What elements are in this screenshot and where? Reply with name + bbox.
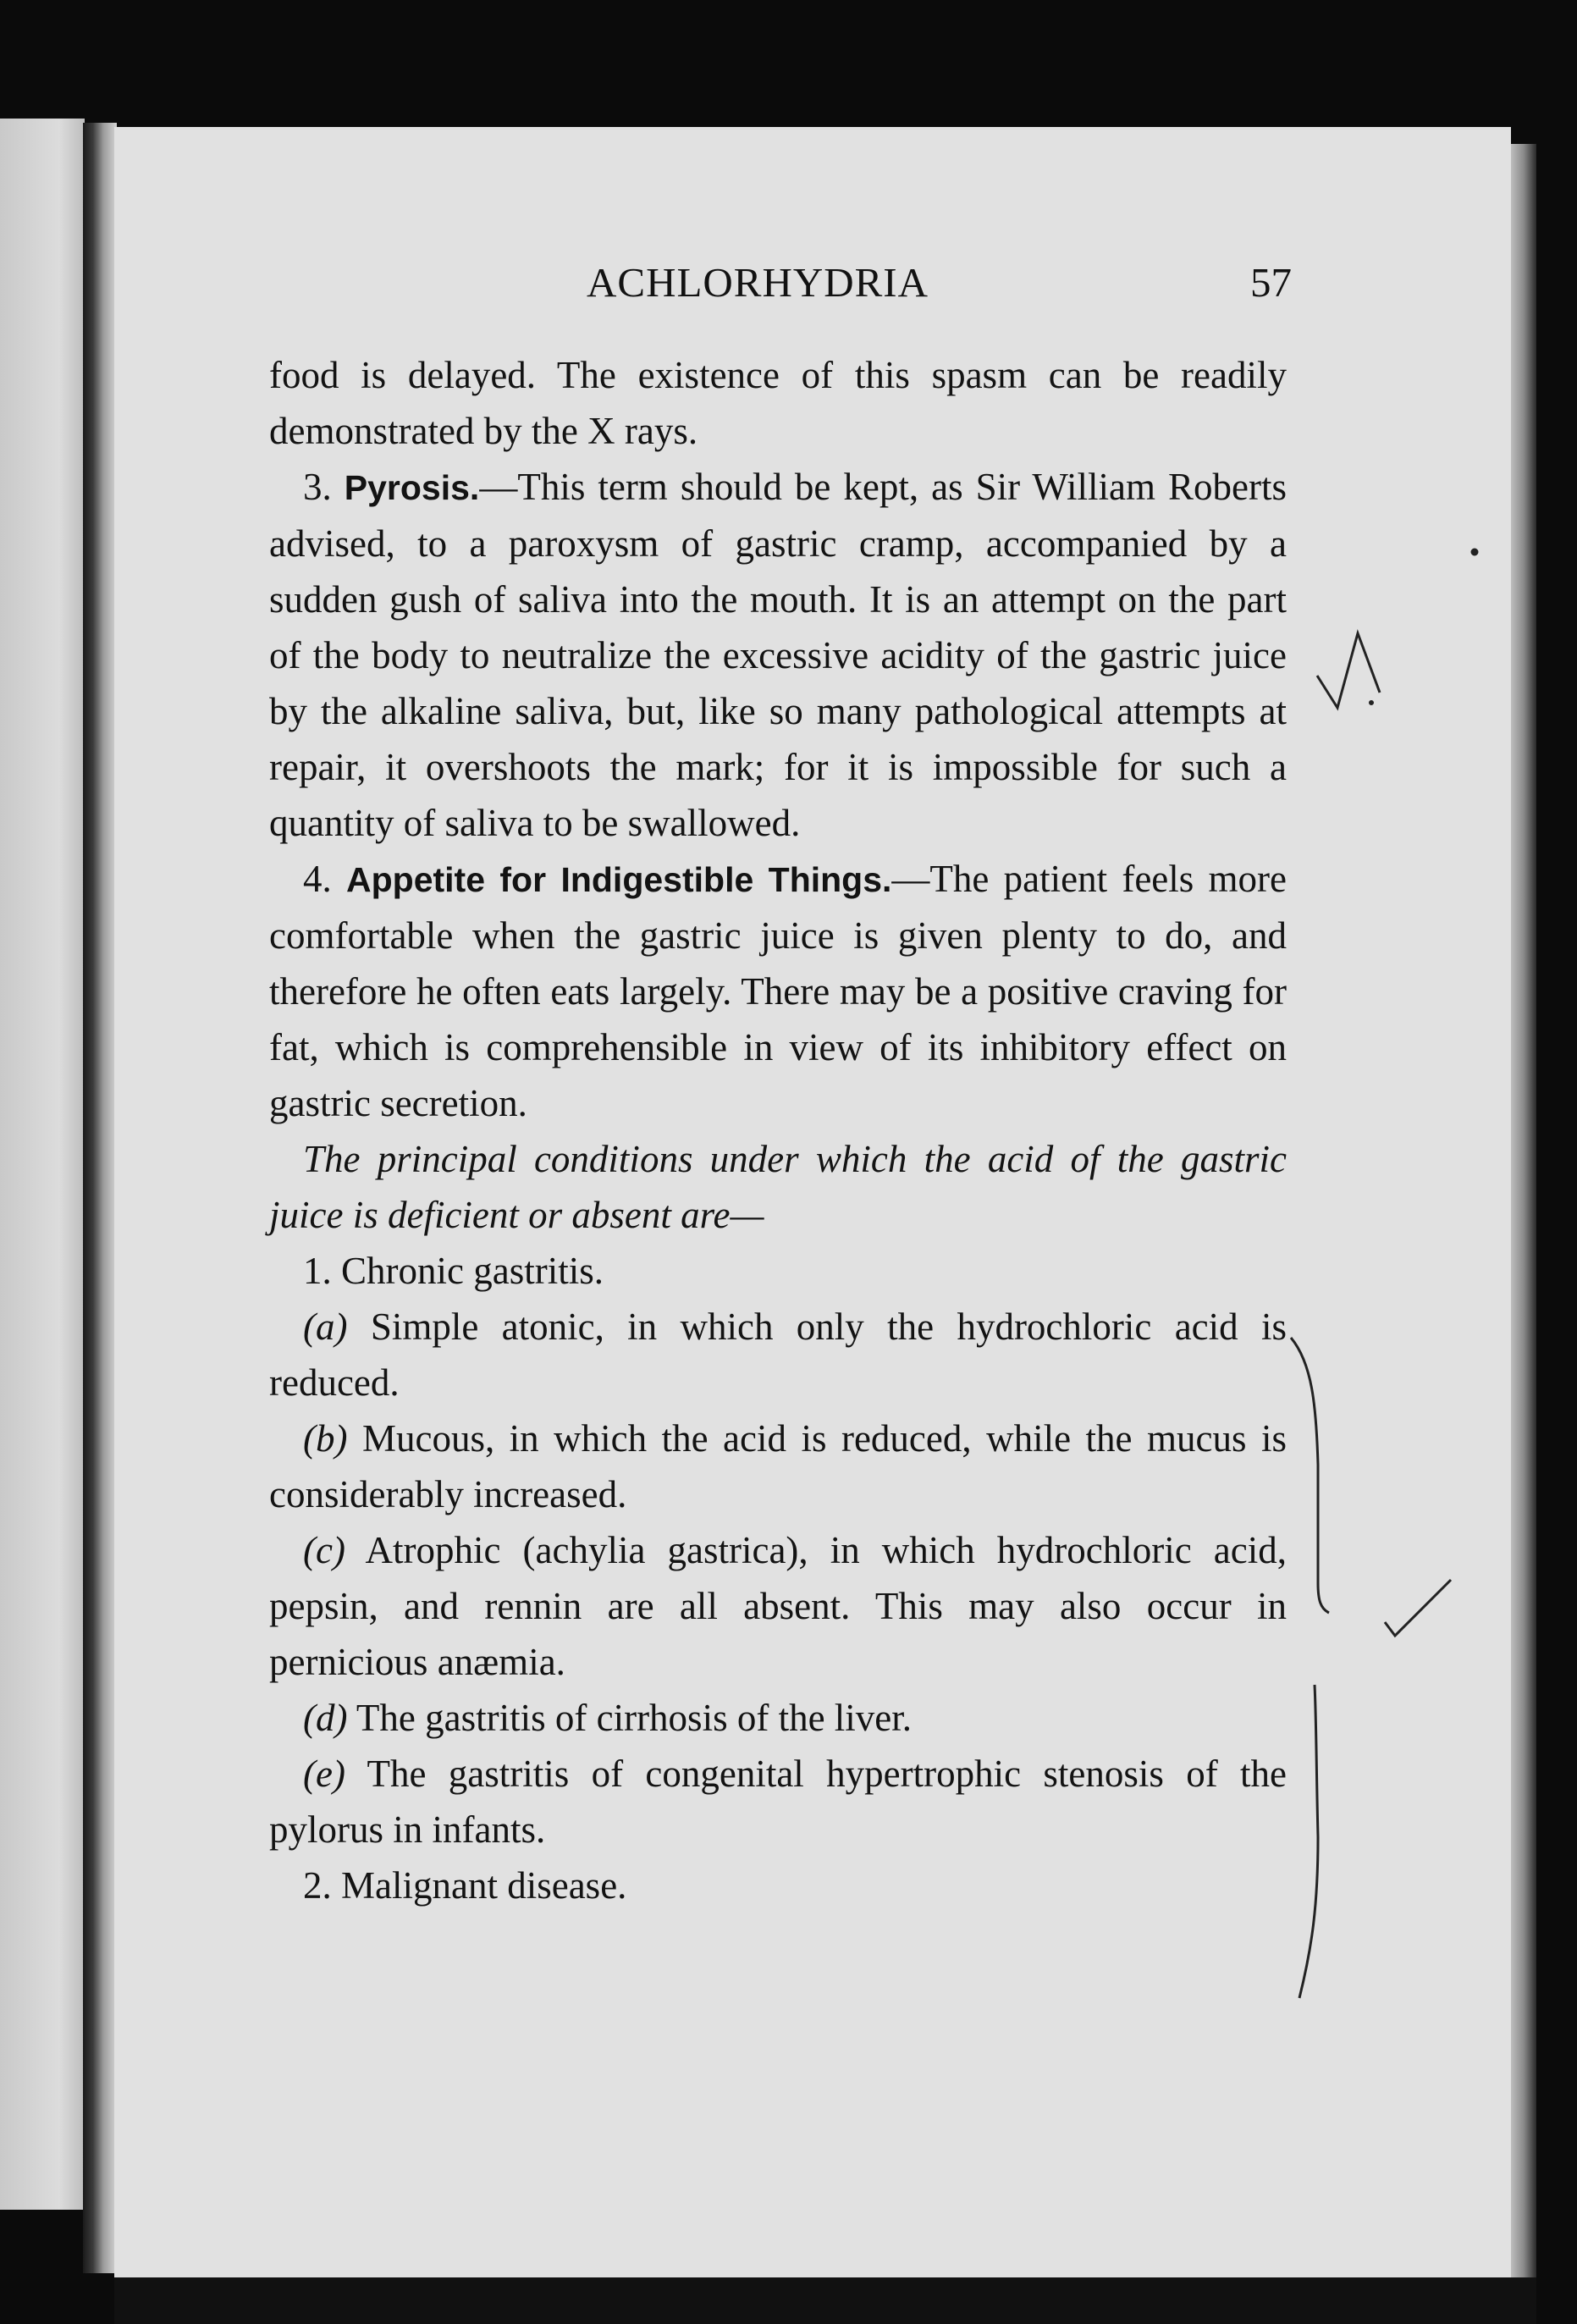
list-item-chronic-gastritis: 1. Chronic gastritis. <box>303 1250 604 1292</box>
bottom-shadow <box>114 2277 1536 2324</box>
list-subitem-c <box>269 1522 1287 1690</box>
subitem-label: (a) <box>303 1306 348 1348</box>
handwritten-check-mark-icon <box>1312 627 1388 720</box>
paragraph-text: —The patient feels more comfortable when the gastric juice is given plenty to do, and therefore he often eats largely. There may be a positive craving for fat, which is comprehensible in view of its inhibitory effect on gastric secretion. <box>269 858 1288 1124</box>
section-number: 4. <box>303 858 332 900</box>
subitem-label: (e) <box>303 1753 345 1795</box>
list-subitem-e <box>269 1746 1287 1858</box>
section-heading: Appetite for Indigestible Things. <box>346 860 892 899</box>
section-heading: Pyrosis. <box>344 468 480 507</box>
paragraph-text: food is delayed. The existence of this spasm can be readily demonstrated by the X rays. <box>269 354 1287 452</box>
subitem-text: Simple atonic, in which only the hydrochloric acid is reduced. <box>269 1306 1287 1404</box>
subitem-text: The gastritis of congenital hypertrophic stenosis of the pylorus in infants. <box>269 1753 1287 1851</box>
paragraph-appetite <box>269 851 1287 1131</box>
subitem-text: The gastritis of cirrhosis of the liver. <box>347 1697 913 1739</box>
subitem-label: (d) <box>303 1697 348 1739</box>
pencil-dot-icon <box>1469 546 1481 558</box>
list-subitem-b <box>269 1410 1287 1522</box>
subitem-label: (c) <box>303 1529 345 1571</box>
paragraph-pyrosis <box>269 459 1287 851</box>
body-text <box>269 347 1287 1913</box>
list-subitem-d <box>269 1690 1287 1746</box>
page-number: 57 <box>1250 259 1292 306</box>
handwritten-bracket-icon <box>1274 1329 1333 2007</box>
book-gutter <box>83 123 117 2273</box>
facing-page-edge <box>0 119 85 2210</box>
italic-intro: The principal conditions under which the acid of the gastric juice is deficient or absent are— <box>269 1138 1287 1236</box>
paragraph-text: —This term should be kept, as Sir William Roberts advised, to a paroxysm of gastric cramp, accompanied by a sudden gush of saliva into the mouth. It is an attempt on the part of the body to neutralize the excessive acidity of the gastric juice by the alkaline saliva, but, like so many pathological attempts at repair, it overshoots the mark; for it is impossible for such a quantity of saliva to be swallowed. <box>269 466 1288 844</box>
list-subitem-a <box>269 1299 1287 1410</box>
running-header: ACHLORHYDRIA <box>587 259 929 306</box>
subitem-text: Mucous, in which the acid is reduced, while the mucus is considerably increased. <box>269 1417 1287 1515</box>
section-number: 3. <box>303 466 332 508</box>
subitem-label: (b) <box>303 1417 348 1460</box>
list-item-malignant-disease: 2. Malignant disease. <box>303 1864 627 1907</box>
paragraph-continuation <box>269 347 1287 459</box>
handwritten-tick-icon <box>1380 1575 1456 1642</box>
subitem-text: Atrophic (achylia gastrica), in which hydrochloric acid, pepsin, and rennin are all absent. This may also occur in pernicious anæmia. <box>269 1529 1287 1683</box>
page-edge-shadow <box>1511 144 1536 2277</box>
